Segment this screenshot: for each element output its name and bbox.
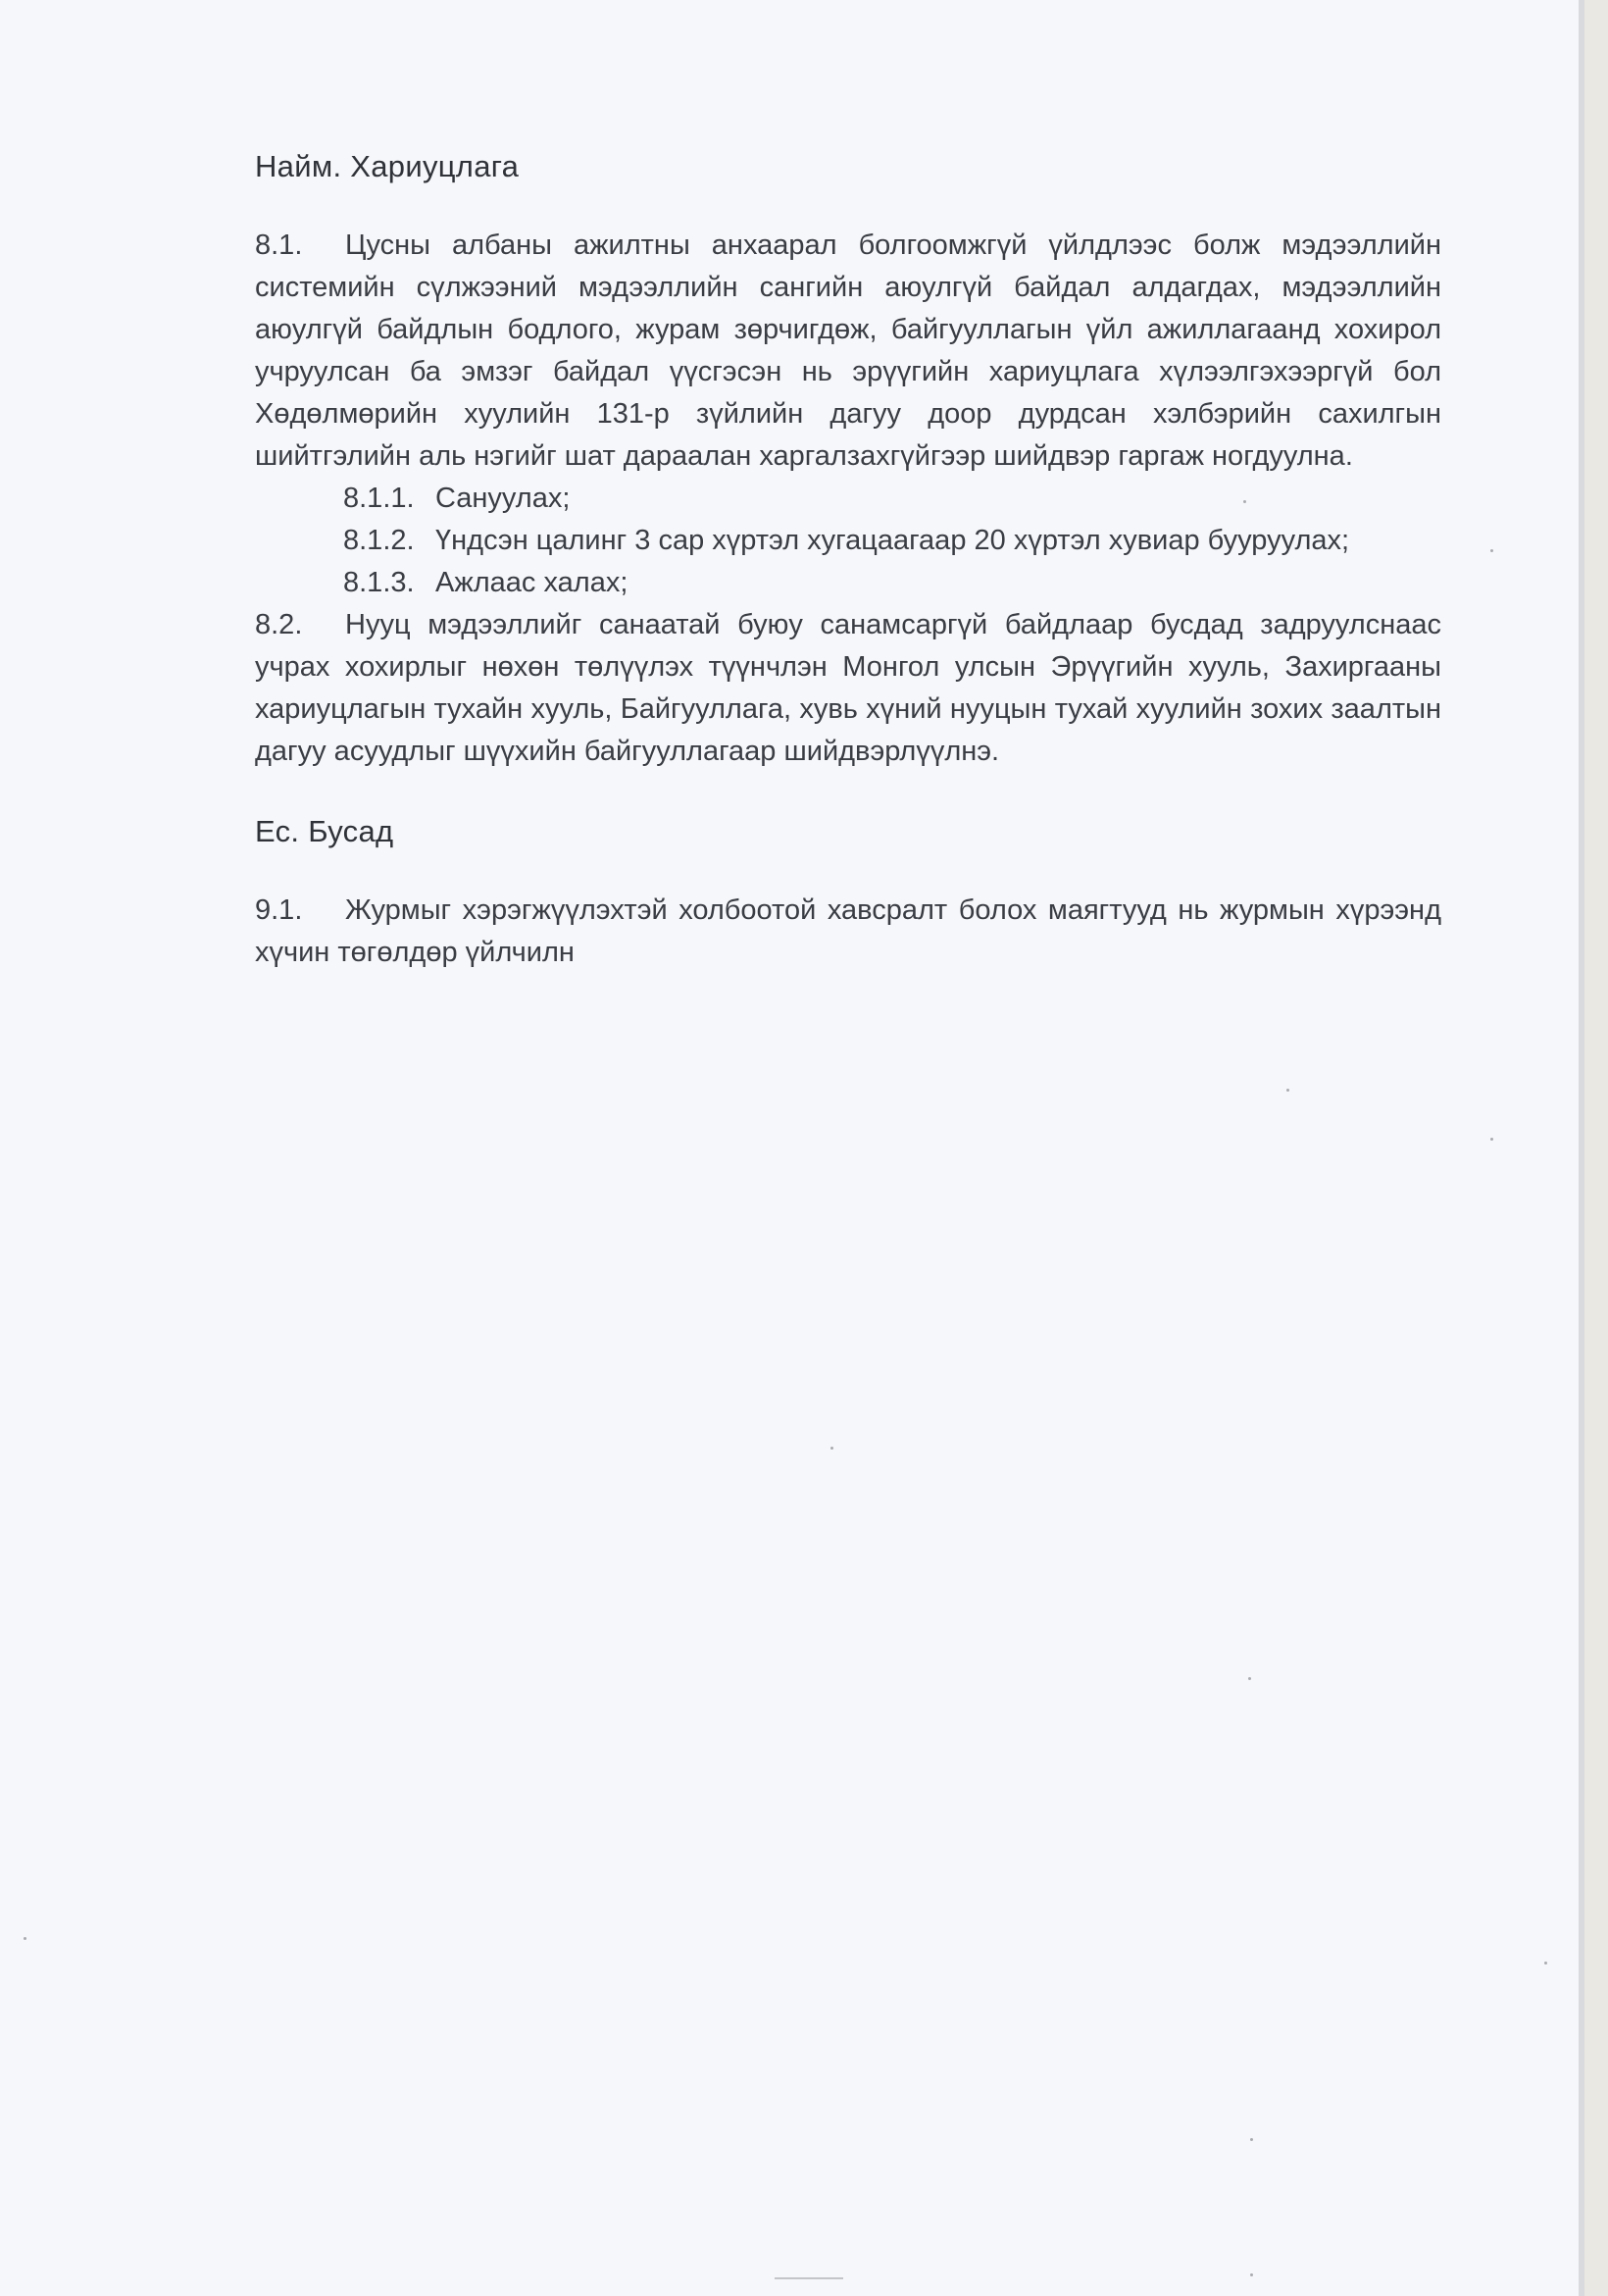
document-body [255,145,1441,974]
section-9-heading: Ес. Бусад [255,814,394,848]
scan-speck [24,1937,26,1940]
scanner-edge [1584,0,1608,2296]
scan-speck [1250,2138,1253,2141]
list-item-text: Үндсэн цалинг 3 сар хүртэл хугацаагаар 20 хүртэл хувиар бууруулах; [435,525,1350,556]
list-item-8-1-2 [255,520,1441,562]
list-item-number: 8.1.1. [343,483,415,514]
scan-speck [1243,500,1246,503]
list-item-number: 8.1.2. [343,525,415,556]
paragraph-9-1 [255,890,1441,974]
paragraph-9-1-text: Журмыг хэрэгжүүлэхтэй холбоотой хавсралт болох маягтууд нь журмын хүрээнд хүчин төгөлдөр үйлчилн [255,894,1441,968]
list-item-text: Сануулах; [435,483,571,514]
paragraph-8-1-number: 8.1. [255,230,303,261]
scan-speck [1544,1962,1547,1964]
paragraph-8-1 [255,225,1441,478]
paragraph-8-2 [255,604,1441,773]
scan-speck [1248,1677,1251,1680]
paragraph-8-1-text: Цусны албаны ажилтны анхаарал болгоомжгүй үйлдлээс болж мэдээллийн системийн сүлжээний мэдээллийн сангийн аюулгүй байдал алдагдах, мэдээллийн аюулгүй байдлын бодлого, журам зөрчигдөж, байгууллагын үйл ажиллагаанд хохирол учруулсан ба эмзэг байдал үүсгэсэн нь эрүүгийн хариуцлага хүлээлгэхээргүй бол Хөдөлмөрийн хуулийн 131-р зүйлийн дагуу доор дурдсан хэлбэрийн сахилгын шийтгэлийн аль нэгийг шат дараалан харгалзахгүйгээр шийдвэр гаргаж ногдуулна. [255,230,1441,472]
list-item-text: Ажлаас халах; [435,567,628,598]
scan-speck [1286,1089,1289,1092]
list-item-8-1-1 [255,478,1441,520]
list-item-8-1-3 [255,562,1441,604]
paragraph-8-2-text: Нууц мэдээллийг санаатай буюу санамсаргүй байдлаар бусдад задруулснаас учрах хохирлыг нөхөн төлүүлэх түүнчлэн Монгол улсын Эрүүгийн хууль, Захиргааны хариуцлагын тухайн хууль, Байгууллага, хувь хүний нууцын тухай хуулийн зохих заалтын дагуу асуудлыг шүүхийн байгууллагаар шийдвэрлүүлнэ. [255,609,1441,767]
scan-speck [1490,549,1493,552]
section-8-heading: Найм. Хариуцлага [255,149,520,183]
scan-speck [830,1447,833,1450]
scan-speck [1250,2273,1253,2276]
paragraph-8-2-number: 8.2. [255,609,303,640]
scan-mark [775,2277,843,2279]
paragraph-9-1-number: 9.1. [255,894,303,926]
scan-speck [1490,1138,1493,1141]
list-item-number: 8.1.3. [343,567,415,598]
